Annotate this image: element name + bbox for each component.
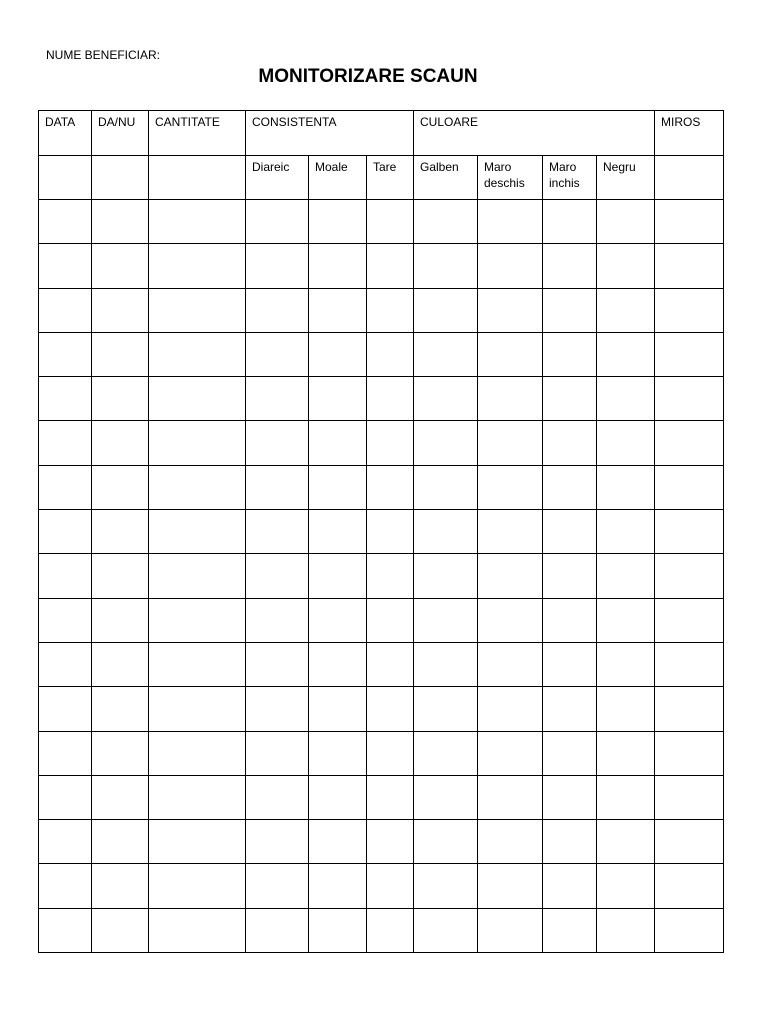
cell-moale[interactable] xyxy=(309,332,367,376)
cell-miros[interactable] xyxy=(655,510,724,554)
cell-data[interactable] xyxy=(39,598,92,642)
cell-maro-deschis[interactable] xyxy=(478,510,543,554)
cell-cantitate[interactable] xyxy=(149,731,246,775)
header-row-main xyxy=(39,111,724,156)
cell-cantitate[interactable] xyxy=(149,332,246,376)
cell-moale[interactable] xyxy=(309,510,367,554)
cell-da-nu[interactable] xyxy=(92,244,149,288)
cell-maro-inchis[interactable] xyxy=(543,731,597,775)
cell-miros[interactable] xyxy=(655,332,724,376)
cell-tare[interactable] xyxy=(367,731,414,775)
table-row xyxy=(39,200,724,244)
cell-negru[interactable] xyxy=(597,820,655,864)
cell-galben[interactable] xyxy=(414,288,478,332)
cell-maro-deschis[interactable] xyxy=(478,554,543,598)
cell-galben[interactable] xyxy=(414,554,478,598)
table-row xyxy=(39,510,724,554)
cell-cantitate[interactable] xyxy=(149,598,246,642)
cell-tare[interactable] xyxy=(367,377,414,421)
table-row xyxy=(39,377,724,421)
cell-diareic[interactable] xyxy=(246,421,309,465)
sub-header-galben: Galben xyxy=(414,155,478,200)
cell-maro-inchis[interactable] xyxy=(543,908,597,952)
cell-galben[interactable] xyxy=(414,864,478,908)
cell-da-nu[interactable] xyxy=(92,820,149,864)
cell-diareic[interactable] xyxy=(246,775,309,819)
col-header-da-nu: DA/NU xyxy=(92,111,149,156)
table-row xyxy=(39,332,724,376)
cell-galben[interactable] xyxy=(414,642,478,686)
cell-miros[interactable] xyxy=(655,244,724,288)
cell-diareic[interactable] xyxy=(246,465,309,509)
cell-miros[interactable] xyxy=(655,731,724,775)
table-row xyxy=(39,908,724,952)
cell-moale[interactable] xyxy=(309,775,367,819)
cell-da-nu[interactable] xyxy=(92,200,149,244)
cell-maro-deschis[interactable] xyxy=(478,598,543,642)
cell-negru[interactable] xyxy=(597,864,655,908)
cell-maro-deschis[interactable] xyxy=(478,731,543,775)
cell-diareic[interactable] xyxy=(246,244,309,288)
cell-maro-deschis[interactable] xyxy=(478,642,543,686)
cell-galben[interactable] xyxy=(414,377,478,421)
beneficiary-name-label: NUME BENEFICIAR: xyxy=(46,48,161,62)
cell-tare[interactable] xyxy=(367,908,414,952)
cell-cantitate[interactable] xyxy=(149,465,246,509)
cell-galben[interactable] xyxy=(414,421,478,465)
cell-da-nu[interactable] xyxy=(92,288,149,332)
cell-tare[interactable] xyxy=(367,421,414,465)
cell-moale[interactable] xyxy=(309,731,367,775)
cell-da-nu[interactable] xyxy=(92,687,149,731)
sub-header-negru: Negru xyxy=(597,155,655,200)
cell-da-nu[interactable] xyxy=(92,377,149,421)
cell-miros[interactable] xyxy=(655,908,724,952)
cell-cantitate[interactable] xyxy=(149,908,246,952)
cell-cantitate[interactable] xyxy=(149,820,246,864)
cell-negru[interactable] xyxy=(597,731,655,775)
cell-da-nu[interactable] xyxy=(92,908,149,952)
cell-moale[interactable] xyxy=(309,687,367,731)
cell-maro-deschis[interactable] xyxy=(478,820,543,864)
cell-da-nu[interactable] xyxy=(92,775,149,819)
header-row-sub xyxy=(39,155,724,200)
cell-cantitate[interactable] xyxy=(149,687,246,731)
cell-tare[interactable] xyxy=(367,820,414,864)
cell-galben[interactable] xyxy=(414,908,478,952)
cell-da-nu[interactable] xyxy=(92,598,149,642)
cell-tare[interactable] xyxy=(367,244,414,288)
cell-maro-deschis[interactable] xyxy=(478,908,543,952)
cell-tare[interactable] xyxy=(367,200,414,244)
cell-moale[interactable] xyxy=(309,288,367,332)
cell-negru[interactable] xyxy=(597,642,655,686)
col-header-cantitate: CANTITATE xyxy=(149,111,246,156)
table-row xyxy=(39,465,724,509)
cell-tare[interactable] xyxy=(367,687,414,731)
cell-negru[interactable] xyxy=(597,465,655,509)
cell-cantitate[interactable] xyxy=(149,200,246,244)
cell-tare[interactable] xyxy=(367,554,414,598)
cell-data[interactable] xyxy=(39,820,92,864)
cell-galben[interactable] xyxy=(414,200,478,244)
cell-data[interactable] xyxy=(39,687,92,731)
cell-tare[interactable] xyxy=(367,288,414,332)
cell-maro-deschis[interactable] xyxy=(478,421,543,465)
cell-data[interactable] xyxy=(39,731,92,775)
sub-header-empty[interactable] xyxy=(655,155,724,200)
cell-galben[interactable] xyxy=(414,731,478,775)
cell-moale[interactable] xyxy=(309,598,367,642)
cell-diareic[interactable] xyxy=(246,288,309,332)
cell-maro-inchis[interactable] xyxy=(543,332,597,376)
cell-diareic[interactable] xyxy=(246,642,309,686)
table-row xyxy=(39,598,724,642)
cell-cantitate[interactable] xyxy=(149,642,246,686)
cell-cantitate[interactable] xyxy=(149,775,246,819)
cell-tare[interactable] xyxy=(367,332,414,376)
table-row xyxy=(39,687,724,731)
cell-galben[interactable] xyxy=(414,775,478,819)
cell-da-nu[interactable] xyxy=(92,864,149,908)
cell-miros[interactable] xyxy=(655,775,724,819)
cell-galben[interactable] xyxy=(414,465,478,509)
cell-negru[interactable] xyxy=(597,908,655,952)
cell-moale[interactable] xyxy=(309,244,367,288)
cell-miros[interactable] xyxy=(655,598,724,642)
cell-data[interactable] xyxy=(39,288,92,332)
table-row xyxy=(39,642,724,686)
cell-diareic[interactable] xyxy=(246,687,309,731)
cell-diareic[interactable] xyxy=(246,908,309,952)
cell-galben[interactable] xyxy=(414,244,478,288)
cell-diareic[interactable] xyxy=(246,332,309,376)
cell-data[interactable] xyxy=(39,642,92,686)
cell-maro-deschis[interactable] xyxy=(478,775,543,819)
cell-moale[interactable] xyxy=(309,377,367,421)
cell-cantitate[interactable] xyxy=(149,864,246,908)
cell-data[interactable] xyxy=(39,377,92,421)
cell-moale[interactable] xyxy=(309,465,367,509)
cell-maro-inchis[interactable] xyxy=(543,554,597,598)
sub-header-tare: Tare xyxy=(367,155,414,200)
cell-maro-deschis[interactable] xyxy=(478,864,543,908)
cell-galben[interactable] xyxy=(414,332,478,376)
cell-diareic[interactable] xyxy=(246,554,309,598)
cell-moale[interactable] xyxy=(309,908,367,952)
cell-maro-deschis[interactable] xyxy=(478,288,543,332)
col-header-culoare: CULOARE xyxy=(414,111,655,156)
table-row xyxy=(39,820,724,864)
cell-maro-deschis[interactable] xyxy=(478,200,543,244)
cell-da-nu[interactable] xyxy=(92,642,149,686)
cell-maro-inchis[interactable] xyxy=(543,200,597,244)
cell-diareic[interactable] xyxy=(246,864,309,908)
col-header-miros: MIROS xyxy=(655,111,724,156)
table-row xyxy=(39,864,724,908)
cell-cantitate[interactable] xyxy=(149,421,246,465)
cell-diareic[interactable] xyxy=(246,820,309,864)
cell-negru[interactable] xyxy=(597,554,655,598)
cell-data[interactable] xyxy=(39,908,92,952)
sub-header-maro-deschis: Maro deschis xyxy=(478,155,543,200)
cell-miros[interactable] xyxy=(655,687,724,731)
cell-tare[interactable] xyxy=(367,775,414,819)
cell-negru[interactable] xyxy=(597,421,655,465)
cell-maro-inchis[interactable] xyxy=(543,510,597,554)
col-header-consistenta: CONSISTENTA xyxy=(246,111,414,156)
cell-galben[interactable] xyxy=(414,687,478,731)
cell-data[interactable] xyxy=(39,200,92,244)
sub-header-empty[interactable] xyxy=(149,155,246,200)
cell-galben[interactable] xyxy=(414,510,478,554)
cell-diareic[interactable] xyxy=(246,731,309,775)
sub-header-empty[interactable] xyxy=(39,155,92,200)
cell-diareic[interactable] xyxy=(246,598,309,642)
table-row xyxy=(39,244,724,288)
cell-maro-inchis[interactable] xyxy=(543,465,597,509)
table-row xyxy=(39,421,724,465)
cell-miros[interactable] xyxy=(655,421,724,465)
cell-maro-inchis[interactable] xyxy=(543,377,597,421)
cell-tare[interactable] xyxy=(367,598,414,642)
cell-maro-inchis[interactable] xyxy=(543,687,597,731)
col-header-data: DATA xyxy=(39,111,92,156)
cell-negru[interactable] xyxy=(597,510,655,554)
cell-maro-deschis[interactable] xyxy=(478,687,543,731)
cell-miros[interactable] xyxy=(655,288,724,332)
cell-maro-deschis[interactable] xyxy=(478,244,543,288)
cell-cantitate[interactable] xyxy=(149,244,246,288)
cell-moale[interactable] xyxy=(309,554,367,598)
cell-moale[interactable] xyxy=(309,642,367,686)
sub-header-diareic: Diareic xyxy=(246,155,309,200)
monitoring-table xyxy=(38,110,724,953)
cell-negru[interactable] xyxy=(597,332,655,376)
table-row xyxy=(39,731,724,775)
cell-diareic[interactable] xyxy=(246,377,309,421)
cell-negru[interactable] xyxy=(597,288,655,332)
cell-da-nu[interactable] xyxy=(92,731,149,775)
cell-negru[interactable] xyxy=(597,687,655,731)
cell-maro-deschis[interactable] xyxy=(478,332,543,376)
cell-data[interactable] xyxy=(39,332,92,376)
cell-maro-inchis[interactable] xyxy=(543,775,597,819)
cell-miros[interactable] xyxy=(655,642,724,686)
cell-da-nu[interactable] xyxy=(92,554,149,598)
cell-cantitate[interactable] xyxy=(149,510,246,554)
cell-tare[interactable] xyxy=(367,510,414,554)
cell-maro-inchis[interactable] xyxy=(543,642,597,686)
sub-header-maro-inchis: Maro inchis xyxy=(543,155,597,200)
sub-header-moale: Moale xyxy=(309,155,367,200)
cell-maro-deschis[interactable] xyxy=(478,465,543,509)
cell-tare[interactable] xyxy=(367,642,414,686)
cell-miros[interactable] xyxy=(655,377,724,421)
cell-miros[interactable] xyxy=(655,864,724,908)
cell-maro-inchis[interactable] xyxy=(543,288,597,332)
cell-tare[interactable] xyxy=(367,465,414,509)
cell-diareic[interactable] xyxy=(246,200,309,244)
cell-miros[interactable] xyxy=(655,465,724,509)
page-title: MONITORIZARE SCAUN xyxy=(258,66,478,87)
cell-data[interactable] xyxy=(39,465,92,509)
table-row xyxy=(39,288,724,332)
cell-data[interactable] xyxy=(39,244,92,288)
cell-data[interactable] xyxy=(39,775,92,819)
cell-negru[interactable] xyxy=(597,775,655,819)
cell-da-nu[interactable] xyxy=(92,332,149,376)
cell-maro-inchis[interactable] xyxy=(543,421,597,465)
table-row xyxy=(39,775,724,819)
cell-tare[interactable] xyxy=(367,864,414,908)
cell-miros[interactable] xyxy=(655,200,724,244)
cell-da-nu[interactable] xyxy=(92,421,149,465)
cell-negru[interactable] xyxy=(597,377,655,421)
cell-maro-inchis[interactable] xyxy=(543,598,597,642)
cell-galben[interactable] xyxy=(414,820,478,864)
cell-data[interactable] xyxy=(39,510,92,554)
cell-moale[interactable] xyxy=(309,421,367,465)
cell-moale[interactable] xyxy=(309,200,367,244)
cell-maro-inchis[interactable] xyxy=(543,244,597,288)
table-row xyxy=(39,554,724,598)
cell-negru[interactable] xyxy=(597,598,655,642)
cell-cantitate[interactable] xyxy=(149,554,246,598)
cell-moale[interactable] xyxy=(309,864,367,908)
cell-maro-inchis[interactable] xyxy=(543,820,597,864)
cell-data[interactable] xyxy=(39,421,92,465)
sub-header-empty[interactable] xyxy=(92,155,149,200)
cell-diareic[interactable] xyxy=(246,510,309,554)
cell-moale[interactable] xyxy=(309,820,367,864)
cell-data[interactable] xyxy=(39,864,92,908)
cell-galben[interactable] xyxy=(414,598,478,642)
cell-negru[interactable] xyxy=(597,200,655,244)
cell-maro-inchis[interactable] xyxy=(543,864,597,908)
cell-cantitate[interactable] xyxy=(149,288,246,332)
cell-miros[interactable] xyxy=(655,820,724,864)
cell-cantitate[interactable] xyxy=(149,377,246,421)
cell-negru[interactable] xyxy=(597,244,655,288)
cell-miros[interactable] xyxy=(655,554,724,598)
cell-da-nu[interactable] xyxy=(92,465,149,509)
cell-data[interactable] xyxy=(39,554,92,598)
cell-maro-deschis[interactable] xyxy=(478,377,543,421)
cell-da-nu[interactable] xyxy=(92,510,149,554)
